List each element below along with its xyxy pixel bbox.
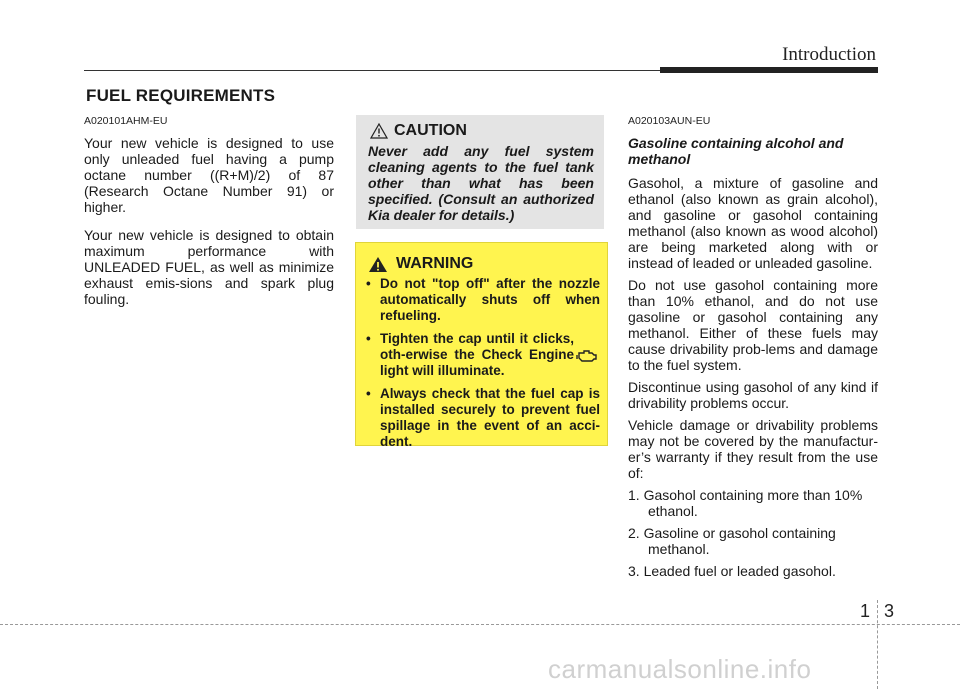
left-paragraph: Your new vehicle is designed to use only unleaded fuel having a pump octane number ((R+M)/2) of 87 (Research Octane Number 91) or higher.	[84, 135, 334, 215]
right-column	[628, 113, 878, 585]
right-paragraph: Do not use gasohol containing more than 10% ethanol, and do not use gasoline or gasohol containing any methanol. Either of these fuels may cause drivability prob-lems and damage to the fuel system.	[628, 277, 878, 373]
left-paragraph: Your new vehicle is designed to obtain maximum performance with UNLEADED FUEL, as well as minimize exhaust emis-sions and spark plug fouling.	[84, 227, 334, 307]
warning-list	[360, 276, 600, 457]
left-column	[84, 113, 334, 319]
list-item: 2. Gasoline or gasohol containing methanol.	[628, 525, 836, 557]
header-rule	[84, 70, 664, 71]
warning-item: • Always check that the fuel cap is installed securely to prevent fuel spillage in the event of an acci-dent.	[360, 386, 600, 450]
caution-text: Never add any fuel system cleaning agents to the fuel tank other than what has been specified. (Consult an authorized Kia dealer for details.)	[368, 143, 594, 223]
caution-box	[356, 115, 604, 229]
footer-dashed-divider	[877, 600, 878, 689]
section-title: FUEL REQUIREMENTS	[86, 86, 276, 105]
warning-item	[360, 331, 600, 379]
warning-item-text: Tighten the cap until it clicks, oth-erwise the Check Engine light will illuminate.	[380, 331, 574, 378]
caution-header	[370, 122, 467, 140]
chapter-number: 1	[860, 601, 871, 621]
list-item: 1. Gasohol containing more than 10% ethanol.	[628, 487, 863, 519]
warning-item: • Do not "top off" after the nozzle automatically shuts off when refueling.	[360, 276, 600, 324]
right-paragraph: Discontinue using gasohol of any kind if drivability problems occur.	[628, 379, 878, 411]
right-heading: Gasoline containing alcohol and methanol	[628, 135, 844, 167]
caution-title: CAUTION	[394, 122, 467, 139]
warning-box	[355, 242, 608, 449]
page-header-title: Introduction	[782, 44, 876, 65]
header-rule-thick	[660, 67, 878, 73]
right-paragraph: Vehicle damage or drivability problems may not be covered by the manufactur-er’s warranty if they result from the use of:	[628, 417, 878, 481]
page-number: 3	[884, 601, 895, 621]
list-item: 3. Leaded fuel or leaded gasohol.	[628, 563, 836, 579]
watermark: carmanualsonline.info	[548, 654, 812, 684]
left-code: A020101AHM-EU	[84, 115, 168, 127]
warning-header	[368, 255, 473, 273]
caution-triangle-icon	[370, 123, 388, 139]
check-engine-icon	[576, 349, 598, 363]
warning-triangle-icon	[368, 256, 388, 273]
right-paragraph: Gasohol, a mixture of gasoline and ethanol (also known as grain alcohol), and gasoline or gasohol containing methanol (also known as wood alcohol) are being marketed along with or instead of leaded or unleaded gasoline.	[628, 175, 878, 271]
warning-title: WARNING	[396, 255, 474, 272]
footer-dashed-line	[0, 624, 960, 625]
right-code: A020103AUN-EU	[628, 115, 711, 127]
